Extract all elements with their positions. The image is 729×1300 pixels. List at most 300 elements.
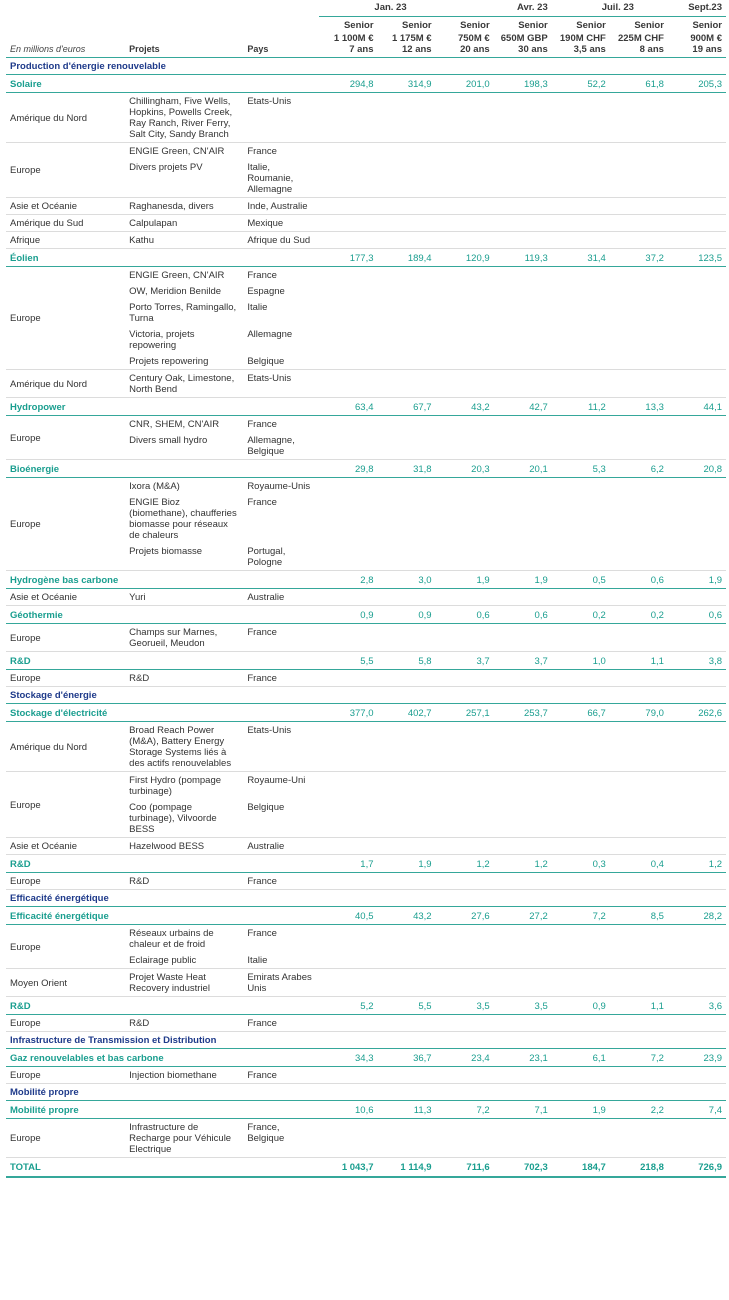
empty-values [319,925,726,953]
category-value: 1,9 [436,571,494,589]
total-value: 1 114,9 [378,1158,436,1178]
total-value: 184,7 [552,1158,610,1178]
tenor: 19 ans [692,44,722,55]
tenor: 8 ans [639,44,664,55]
tenor: 30 ans [518,44,548,55]
table-row [6,873,726,890]
amount-cell [668,32,726,58]
empty-values [319,494,726,543]
empty-values [319,478,726,495]
category-value: 23,4 [436,1049,494,1067]
project-cell: Projets biomasse [125,543,243,571]
country-cell: France [247,146,277,157]
table-row [6,416,726,433]
category-value: 7,2 [436,1101,494,1119]
project-cell: Broad Reach Power (M&A), Battery Energy Storage Systems liés à des actifs renouvelables [125,722,243,772]
empty-values [319,969,726,997]
category-row [6,75,726,93]
empty-values [319,670,726,687]
category-value: 1,9 [378,855,436,873]
category-value: 7,2 [610,1049,668,1067]
category-value: 5,5 [319,652,377,670]
table-row [6,772,726,800]
project-cell: Hazelwood BESS [125,838,243,855]
empty-values [319,353,726,370]
project-cell: Divers projets PV [125,159,243,198]
category-value: 1,9 [494,571,552,589]
empty-values [319,722,726,772]
category-value: 7,2 [552,907,610,925]
project-cell: ENGIE Bioz (biomethane), chaufferies biomasse pour réseaux de chaleurs [129,497,237,541]
date-sept23: Sept.23 [668,0,726,17]
region-cell: Europe [6,772,125,838]
country-cell: Etats-Unis [243,722,319,772]
amount: 1 175M € [391,33,432,44]
category-value: 2,2 [610,1101,668,1119]
country-cell: Afrique du Sud [243,232,319,249]
empty-values [319,952,726,969]
total-value: 1 043,7 [319,1158,377,1178]
category-value: 8,5 [610,907,668,925]
category-value: 6,1 [552,1049,610,1067]
project-cell: Chillingham, Five Wells, Hopkins, Powells Creek, Ray Ranch, River Ferry, Salt City, Sandy Branch [125,93,243,143]
category-value: 11,3 [378,1101,436,1119]
category-value: 1,0 [552,652,610,670]
category-value: 66,7 [552,704,610,722]
region-cell: Amérique du Nord [6,722,125,772]
project-cell: Champs sur Marnes, Georueil, Meudon [125,624,243,652]
category-value: 177,3 [319,249,377,267]
category-label: R&D [6,652,319,670]
rank-cell: Senior [518,20,548,31]
table-row [6,969,726,997]
region-cell: Europe [6,670,125,687]
empty-values [319,416,726,433]
amount: 900M € [690,33,722,44]
table-row [6,838,726,855]
country-cell: Portugal, Pologne [243,543,319,571]
country-cell: Inde, Australie [243,198,319,215]
amount: 650M GBP [500,33,548,44]
country-cell: Belgique [243,799,319,838]
country-cell: Espagne [247,286,285,297]
project-cell: First Hydro (pompage turbinage) [129,775,222,797]
region-cell: Europe [6,1015,125,1032]
category-value: 3,5 [494,997,552,1015]
project-cell: Coo (pompage turbinage), Vilvoorde BESS [125,799,243,838]
category-value: 0,3 [552,855,610,873]
section-row [6,58,726,75]
table-row [6,925,726,953]
category-label: Mobilité propre [6,1101,319,1119]
project-cell: Century Oak, Limestone, North Bend [125,370,243,398]
date-jan23: Jan. 23 [319,0,435,17]
table-row [6,722,726,772]
table-row [6,1119,726,1158]
country-cell: Mexique [243,215,319,232]
empty-values [319,799,726,838]
total-value: 711,6 [436,1158,494,1178]
country-cell: Belgique [243,353,319,370]
country-cell: France [247,419,277,430]
country-cell: Australie [243,838,319,855]
category-value: 52,2 [552,75,610,93]
category-value: 257,1 [436,704,494,722]
table-row [6,93,726,143]
amount: 225M CHF [617,33,664,44]
category-label: Hydropower [6,398,319,416]
category-value: 253,7 [494,704,552,722]
project-cell: Réseaux urbains de chaleur et de froid [129,928,214,950]
project-cell: Divers small hydro [125,432,243,460]
category-value: 5,2 [319,997,377,1015]
project-cell: ENGIE Green, CN'AIR [129,270,225,281]
category-value: 402,7 [378,704,436,722]
region-cell: Amérique du Nord [6,93,125,143]
region-cell: Europe [6,1067,125,1084]
category-value: 43,2 [378,907,436,925]
table-row [6,478,726,495]
category-value: 0,9 [552,997,610,1015]
category-row [6,460,726,478]
category-value: 2,8 [319,571,377,589]
region-cell: Europe [6,873,125,890]
category-value: 0,6 [436,606,494,624]
empty-values [319,283,726,299]
country-cell: France [243,1015,319,1032]
amount-cell [319,32,377,58]
category-value: 0,4 [610,855,668,873]
category-value: 120,9 [436,249,494,267]
category-value: 79,0 [610,704,668,722]
category-value: 20,3 [436,460,494,478]
rank-cell: Senior [460,20,490,31]
country-cell: Royaume-Unis [247,481,311,492]
date-avr23: Avr. 23 [436,0,552,17]
category-value: 0,2 [610,606,668,624]
category-value: 5,8 [378,652,436,670]
amount-cell [610,32,668,58]
project-cell: OW, Meridion Benilde [129,286,222,297]
empty-values [319,543,726,571]
category-row [6,997,726,1015]
category-value: 40,5 [319,907,377,925]
section-row [6,1084,726,1101]
project-cell: Infrastructure de Recharge pour Véhicule Electrique [125,1119,243,1158]
category-value: 205,3 [668,75,726,93]
category-value: 3,7 [494,652,552,670]
region-cell: Moyen Orient [6,969,125,997]
category-value: 23,1 [494,1049,552,1067]
category-label: Stockage d'électricité [6,704,319,722]
category-value: 1,2 [494,855,552,873]
empty-values [319,589,726,606]
section-title: Stockage d'énergie [6,687,726,704]
table-body [6,58,726,1178]
region-cell: Europe [6,267,125,370]
project-cell: Yuri [125,589,243,606]
category-value: 1,2 [436,855,494,873]
category-value: 294,8 [319,75,377,93]
region-cell: Asie et Océanie [6,198,125,215]
empty-values [319,232,726,249]
category-value: 10,6 [319,1101,377,1119]
country-cell: France [247,270,277,281]
unit-label: En millions d'euros [6,32,125,58]
category-value: 3,6 [668,997,726,1015]
empty-values [319,1015,726,1032]
category-value: 29,8 [319,460,377,478]
category-value: 262,6 [668,704,726,722]
amount-cell [378,32,436,58]
empty-values [319,432,726,460]
category-value: 42,7 [494,398,552,416]
category-value: 27,2 [494,907,552,925]
category-value: 189,4 [378,249,436,267]
country-cell: Italie [247,302,268,313]
category-value: 3,7 [436,652,494,670]
category-value: 63,4 [319,398,377,416]
tenor: 7 ans [349,44,374,55]
category-row [6,907,726,925]
category-value: 23,9 [668,1049,726,1067]
section-row [6,1032,726,1049]
category-value: 11,2 [552,398,610,416]
region-cell: Europe [6,624,125,652]
empty-values [319,624,726,652]
category-value: 1,7 [319,855,377,873]
date-juil23: Juil. 23 [552,0,668,17]
region-cell: Europe [6,1119,125,1158]
project-cell: Kathu [125,232,243,249]
category-row [6,652,726,670]
col-projets-header: Projets [125,32,243,58]
table-row [6,670,726,687]
category-value: 0,6 [494,606,552,624]
region-cell: Amérique du Sud [6,215,125,232]
region-cell: Afrique [6,232,125,249]
rank-cell: Senior [402,20,432,31]
rank-cell: Senior [343,20,374,31]
category-value: 1,9 [552,1101,610,1119]
total-value: 702,3 [494,1158,552,1178]
category-value: 0,5 [552,571,610,589]
total-value: 726,9 [668,1158,726,1178]
category-value: 1,1 [610,652,668,670]
country-cell: France [247,928,277,939]
country-cell: France, Belgique [243,1119,319,1158]
table-row [6,370,726,398]
category-value: 314,9 [378,75,436,93]
amount: 1 100M € [333,33,374,44]
category-value: 377,0 [319,704,377,722]
region-cell: Europe [6,925,125,969]
category-value: 0,2 [552,606,610,624]
category-value: 7,4 [668,1101,726,1119]
tenor: 3,5 ans [573,44,606,55]
category-value: 31,4 [552,249,610,267]
tenor: 20 ans [460,44,490,55]
category-row [6,398,726,416]
empty-values [319,370,726,398]
project-cell: Projets repowering [125,353,243,370]
empty-values [319,873,726,890]
empty-values [319,93,726,143]
empty-values [319,1119,726,1158]
amount: 190M CHF [559,33,606,44]
amount-cell [552,32,610,58]
project-cell: Calpulapan [125,215,243,232]
table-row [6,267,726,284]
country-cell: France [243,1067,319,1084]
empty-values [319,215,726,232]
section-row [6,687,726,704]
category-value: 31,8 [378,460,436,478]
header-dates-row [6,0,726,17]
region-cell: Europe [6,143,125,198]
tenor: 12 ans [402,44,432,55]
region-cell: Amérique du Nord [6,370,125,398]
total-row [6,1158,726,1178]
allocation-table [6,0,726,1178]
category-value: 198,3 [494,75,552,93]
category-value: 37,2 [610,249,668,267]
category-label: Géothermie [6,606,319,624]
project-cell: R&D [125,670,243,687]
category-value: 3,8 [668,652,726,670]
category-value: 13,3 [610,398,668,416]
amount-cell [436,32,494,58]
section-title: Infrastructure de Transmission et Distribution [6,1032,726,1049]
category-row [6,1101,726,1119]
section-title: Mobilité propre [6,1084,726,1101]
rank-cell: Senior [634,20,664,31]
country-cell: Allemagne [247,329,293,340]
country-cell: France [247,497,277,508]
total-label: TOTAL [6,1158,319,1178]
category-value: 3,0 [378,571,436,589]
country-cell: Emirats Arabes Unis [243,969,319,997]
category-label: Efficacité énergétique [6,907,319,925]
country-cell: Italie [243,952,319,969]
category-value: 5,5 [378,997,436,1015]
category-value: 0,6 [668,606,726,624]
category-value: 1,9 [668,571,726,589]
country-cell: Etats-Unis [243,93,319,143]
country-cell: Allemagne, Belgique [243,432,319,460]
category-value: 119,3 [494,249,552,267]
category-row [6,249,726,267]
table-row [6,232,726,249]
category-label: Hydrogène bas carbone [6,571,319,589]
project-cell: Porto Torres, Ramingallo, Turna [129,302,237,324]
category-label: R&D [6,997,319,1015]
project-cell: R&D [125,873,243,890]
category-label: Solaire [6,75,319,93]
col-pays-header: Pays [243,32,319,58]
project-cell: Injection biomethane [125,1067,243,1084]
category-value: 1,1 [610,997,668,1015]
country-cell: France [243,670,319,687]
table-row [6,589,726,606]
project-cell: Ixora (M&A) [129,481,180,492]
empty-values [319,267,726,284]
category-value: 3,5 [436,997,494,1015]
amount: 750M € [457,33,490,44]
category-value: 0,6 [610,571,668,589]
category-value: 123,5 [668,249,726,267]
region-cell: Asie et Océanie [6,838,125,855]
country-cell: France [243,624,319,652]
empty-values [319,299,726,326]
region-cell: Europe [6,478,125,571]
table-row [6,198,726,215]
table-row [6,624,726,652]
project-cell: Raghanesda, divers [125,198,243,215]
category-row [6,606,726,624]
category-value: 43,2 [436,398,494,416]
table-row [6,143,726,160]
amount-cell [494,32,552,58]
category-row [6,704,726,722]
category-value: 27,6 [436,907,494,925]
header-amount-row [6,32,726,58]
country-cell: Etats-Unis [243,370,319,398]
header-rank-row [6,17,726,33]
empty-values [319,838,726,855]
category-value: 1,2 [668,855,726,873]
country-cell: Australie [243,589,319,606]
section-title: Efficacité énergétique [6,890,726,907]
category-value: 0,9 [319,606,377,624]
empty-values [319,772,726,800]
table-row [6,1067,726,1084]
category-label: R&D [6,855,319,873]
rank-cell: Senior [576,20,606,31]
category-row [6,1049,726,1067]
region-cell: Europe [6,416,125,460]
project-cell: Projet Waste Heat Recovery industriel [125,969,243,997]
project-cell: Victoria, projets repowering [129,329,195,351]
country-cell: Italie, Roumanie, Allemagne [243,159,319,198]
category-label: Éolien [6,249,319,267]
country-cell: Royaume-Uni [247,775,306,786]
category-value: 67,7 [378,398,436,416]
project-cell: Eclairage public [125,952,243,969]
category-value: 36,7 [378,1049,436,1067]
category-value: 61,8 [610,75,668,93]
section-row [6,890,726,907]
category-label: Gaz renouvelables et bas carbone [6,1049,319,1067]
category-value: 28,2 [668,907,726,925]
category-label: Bioénergie [6,460,319,478]
section-title: Production d'énergie renouvelable [6,58,726,75]
category-value: 20,8 [668,460,726,478]
empty-values [319,1067,726,1084]
rank-cell: Senior [692,20,722,31]
table-row [6,1015,726,1032]
project-cell: CNR, SHEM, CN'AIR [129,419,220,430]
project-cell: R&D [125,1015,243,1032]
empty-values [319,198,726,215]
category-value: 5,3 [552,460,610,478]
empty-values [319,326,726,353]
category-value: 20,1 [494,460,552,478]
category-value: 201,0 [436,75,494,93]
category-value: 44,1 [668,398,726,416]
empty-values [319,159,726,198]
category-row [6,571,726,589]
